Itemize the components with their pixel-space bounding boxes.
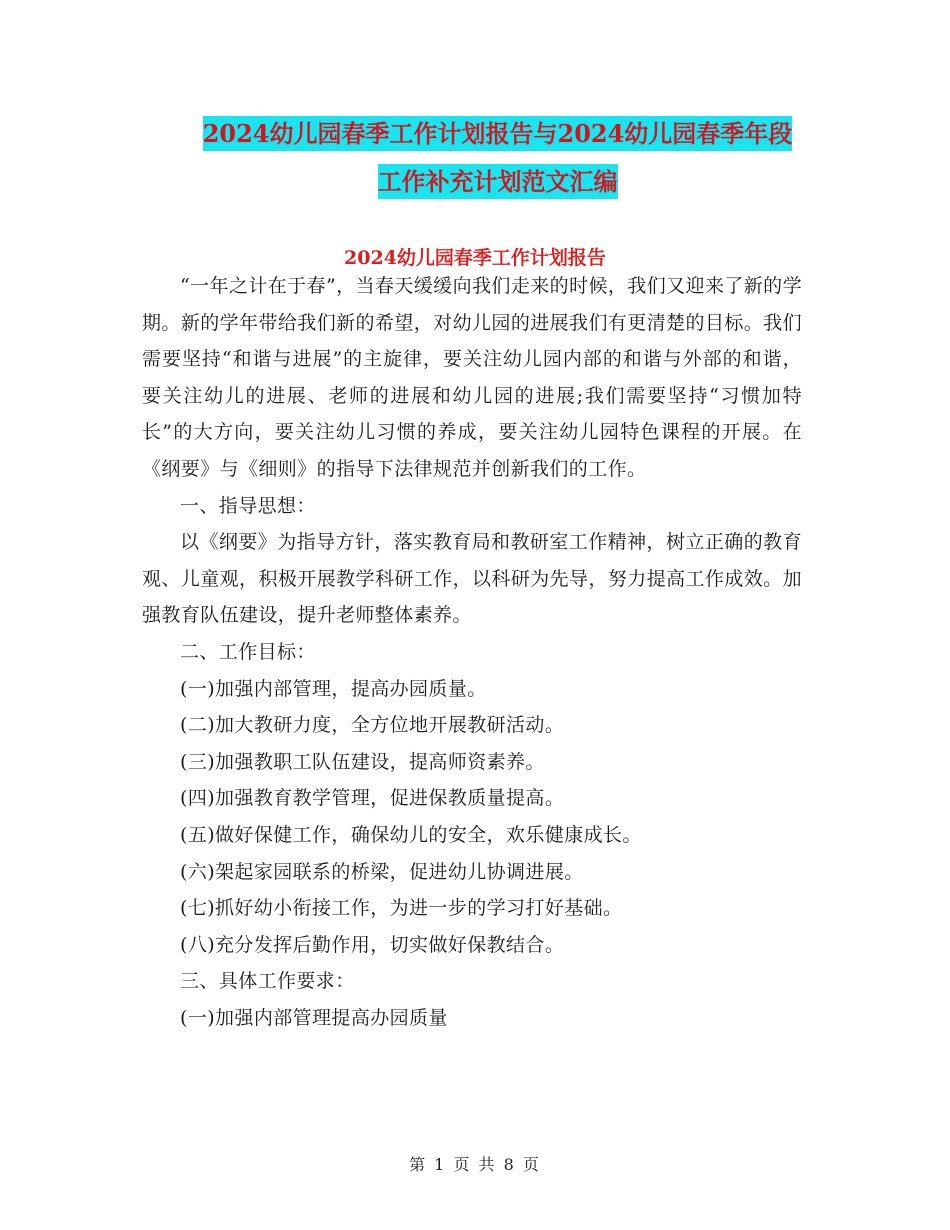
page-footer: 第 1 页 共 8 页 <box>409 1155 541 1174</box>
heading-guiding-thought: 一、指导思想： <box>180 494 316 517</box>
goal-item: (七)抓好幼小衔接工作，为进一步的学习打好基础。 <box>180 897 623 920</box>
intro-paragraph: “一年之计在于春”，当春天缓缓向我们走来的时候，我们又迎来了新的学期。新的学年带给我们新的希望，对幼儿园的进展我们有更清楚的目标。我们需要坚持“和谐与进展”的主旋律，要关注幼儿园内部的和谐与外部的和谐，要关注幼儿的进展、老师的进展和幼儿园的进展;我们需要坚持“习惯加特长”的大方向，要关注幼儿习惯的养成，要关注幼儿园特色课程的开展。在《纲要》与《细则》的指导下法律规范并创新我们的工作。 <box>142 275 802 480</box>
document-title-line-1: 2024幼儿园春季工作计划报告与2024幼儿园春季年段 <box>203 116 793 151</box>
goal-item: (三)加强教职工队伍建设，提高师资素养。 <box>180 750 545 773</box>
section-title: 2024幼儿园春季工作计划报告 <box>344 247 606 269</box>
goal-item: (五)做好保健工作，确保幼儿的安全，欢乐健康成长。 <box>180 823 642 846</box>
heading-specific-requirements: 三、具体工作要求： <box>180 970 355 993</box>
sub-heading-1: (一)加强内部管理提高办园质量 <box>180 1006 448 1029</box>
goal-item: (四)加强教育教学管理，促进保教质量提高。 <box>180 787 565 810</box>
document-body <box>142 268 802 1036</box>
goal-item: (一)加强内部管理，提高办园质量。 <box>180 677 487 700</box>
goal-item: (二)加大教研力度，全方位地开展教研活动。 <box>180 714 565 737</box>
guiding-thought-paragraph: 以《纲要》为指导方针，落实教育局和教研室工作精神，树立正确的教育观、儿童观，积极开展教学科研工作，以科研为先导，努力提高工作成效。加强教育队伍建设，提升老师整体素养。 <box>142 531 802 627</box>
document-title <box>100 110 895 206</box>
goal-item: (八)充分发挥后勤作用，切实做好保教结合。 <box>180 933 565 956</box>
heading-work-goals: 二、工作目标： <box>180 640 316 663</box>
document-title-line-2: 工作补充计划范文汇编 <box>378 164 618 199</box>
goal-item: (六)架起家园联系的桥梁，促进幼儿协调进展。 <box>180 860 584 883</box>
